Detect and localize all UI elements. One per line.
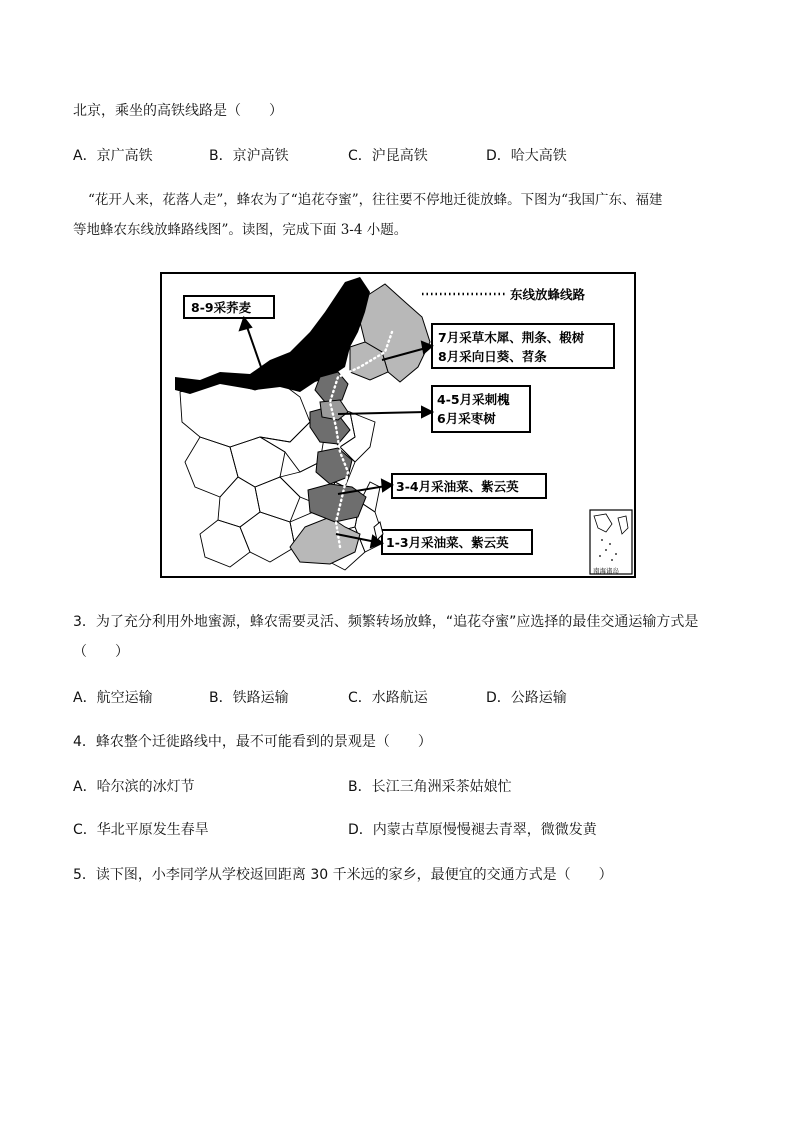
q4-option-b[interactable]: B．长江三角洲采茶姑娘忙 <box>348 779 512 795</box>
passage-line-2: 等地蜂农东线放蜂路线图”。读图，完成下面 3-4 小题。 <box>73 222 408 238</box>
q4-option-d[interactable]: D．内蒙古草原慢慢褪去青翠，微微发黄 <box>348 822 597 838</box>
q4-option-a[interactable]: A．哈尔滨的冰灯节 <box>73 779 195 795</box>
q2-option-b[interactable]: B．京沪高铁 <box>209 148 289 164</box>
q3-option-d[interactable]: D．公路运输 <box>486 690 567 706</box>
legend-label: 东线放蜂线路 <box>510 287 586 302</box>
label-4-6-line2: 6月采枣树 <box>437 411 496 426</box>
inset-label: 南海诸岛 <box>593 567 619 575</box>
label-1-3: 1-3月采油菜、紫云英 <box>386 535 509 550</box>
label-4-6-line1: 4-5月采刺槐 <box>437 392 510 407</box>
bee-route-map <box>160 272 636 578</box>
label-7-8-line2: 8月采向日葵、苕条 <box>438 349 547 364</box>
q2-option-d[interactable]: D．哈大高铁 <box>486 148 567 164</box>
south-china-sea-inset <box>590 510 632 574</box>
q4-option-c[interactable]: C．华北平原发生春旱 <box>73 822 209 838</box>
label-7-8-line1: 7月采草木犀、荆条、椴树 <box>438 330 585 345</box>
question-3-stem: 3．为了充分利用外地蜜源，蜂农需要灵活、频繁转场放蜂，“追花夺蜜”应选择的最佳交通运输方式是 <box>73 614 699 630</box>
question-4-stem: 4．蜂农整个迁徙路线中，最不可能看到的景观是（ ） <box>73 734 432 750</box>
q3-option-c[interactable]: C．水路航运 <box>348 690 428 706</box>
question-5-stem: 5．读下图，小李同学从学校返回距离 30 千米远的家乡，最便宜的交通方式是（ ） <box>73 867 613 883</box>
q3-option-b[interactable]: B．铁路运输 <box>209 690 289 706</box>
q2-option-c[interactable]: C．沪昆高铁 <box>348 148 428 164</box>
question-3-paren: （ ） <box>73 644 129 660</box>
question-2-stem: 北京，乘坐的高铁线路是（ ） <box>73 103 283 119</box>
q3-option-a[interactable]: A．航空运输 <box>73 690 153 706</box>
label-8-9: 8-9采荞麦 <box>191 300 252 315</box>
q2-option-a[interactable]: A．京广高铁 <box>73 148 153 164</box>
passage-line-1: “花开人来，花落人走”，蜂农为了“追花夺蜜”，往往要不停地迁徙放蜂。下图为“我国广东、福建 <box>88 192 663 208</box>
label-3-4: 3-4月采油菜、紫云英 <box>396 479 519 494</box>
